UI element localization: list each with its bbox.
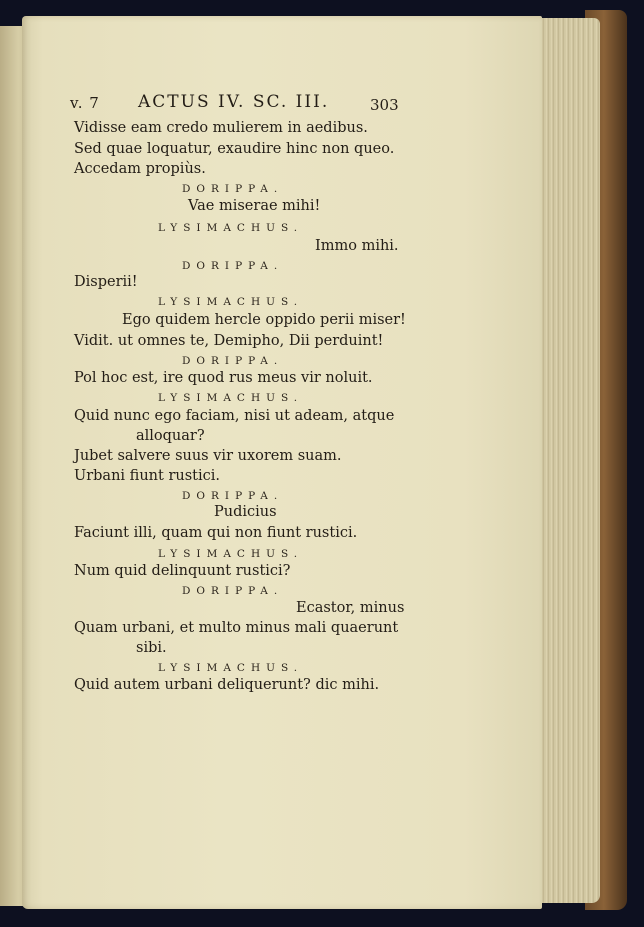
verse-line: Vidisse eam credo mulierem in aedibus.: [74, 120, 368, 136]
verse-line: Num quid delinquunt rustici?: [74, 563, 291, 579]
verse-line: Jubet salvere suus vir uxorem suam.: [74, 448, 342, 464]
speaker-heading: DORIPPA.: [182, 585, 284, 597]
speaker-heading: DORIPPA.: [182, 183, 284, 195]
verse-line: Quam urbani, et multo minus mali quaerunt: [74, 620, 399, 636]
verse-line: Ecastor, minus: [296, 600, 405, 616]
verse-line: Immo mihi.: [315, 238, 399, 254]
speaker-heading: LYSIMACHUS.: [158, 296, 304, 308]
signature-mark: v. 7: [70, 94, 100, 112]
verse-line: Urbani fiunt rustici.: [74, 468, 220, 484]
verse-line: Ego quidem hercle oppido perii miser!: [122, 312, 406, 328]
verse-line: Vidit. ut omnes te, Demipho, Dii perduint!: [74, 333, 384, 349]
verse-line: sibi.: [136, 640, 167, 656]
verse-line: Accedam propiùs.: [74, 161, 206, 177]
page-number: 303: [370, 96, 399, 114]
verse-line: Vae miserae mihi!: [188, 198, 321, 214]
verse-line: Quid autem urbani deliquerunt? dic mihi.: [74, 677, 380, 693]
verse-line: Quid nunc ego faciam, nisi ut adeam, atque: [74, 408, 395, 424]
page-text: [22, 16, 542, 909]
running-title: ACTUS IV. SC. III.: [138, 92, 330, 112]
speaker-heading: LYSIMACHUS.: [158, 222, 304, 234]
book-page: [22, 16, 542, 909]
verse-line: Pudicius: [214, 504, 277, 520]
speaker-heading: DORIPPA.: [182, 260, 284, 272]
verse-line: Sed quae loquatur, exaudire hinc non queo.: [74, 141, 395, 157]
speaker-heading: DORIPPA.: [182, 490, 284, 502]
verse-line: alloquar?: [136, 428, 205, 444]
verse-line: Faciunt illi, quam qui non fiunt rustici.: [74, 525, 358, 541]
verse-line: Pol hoc est, ire quod rus meus vir noluit.: [74, 370, 373, 386]
speaker-heading: LYSIMACHUS.: [158, 548, 304, 560]
speaker-heading: LYSIMACHUS.: [158, 392, 304, 404]
verse-line: Disperii!: [74, 274, 138, 290]
speaker-heading: DORIPPA.: [182, 355, 284, 367]
speaker-heading: LYSIMACHUS.: [158, 662, 304, 674]
